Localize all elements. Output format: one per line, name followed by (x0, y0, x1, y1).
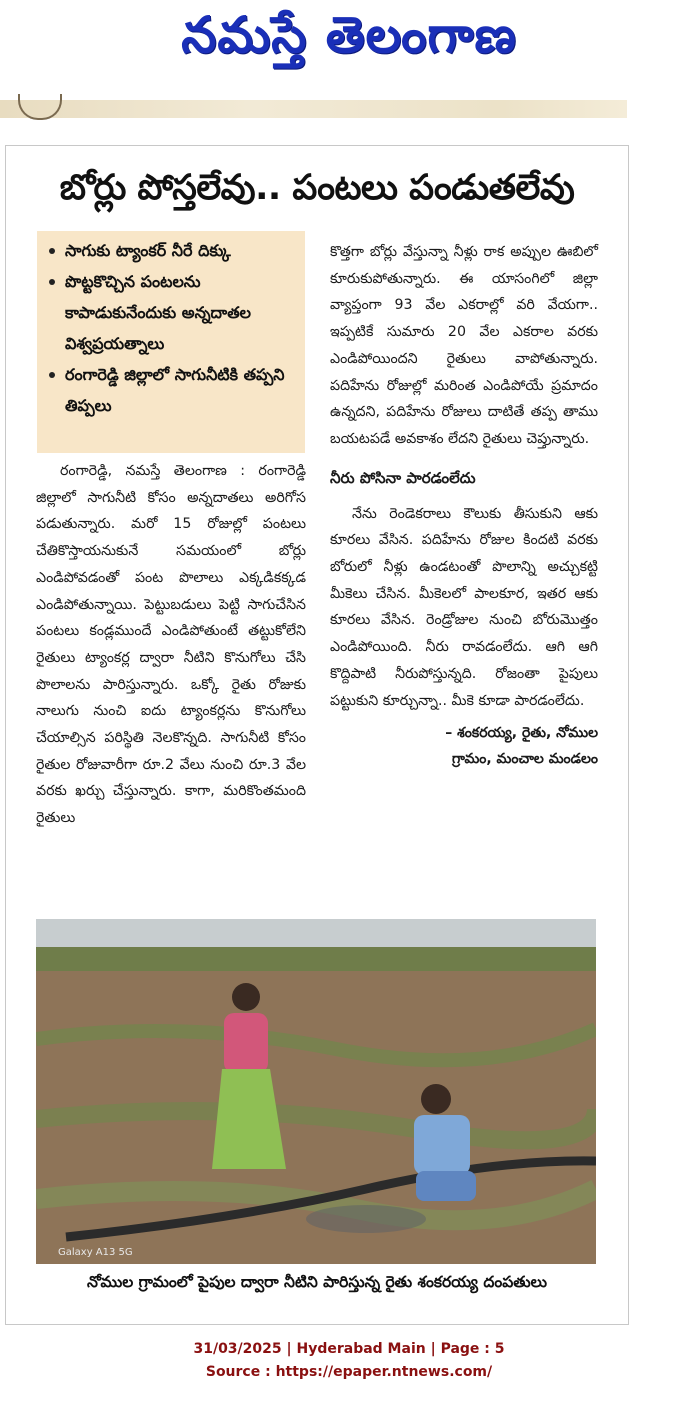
highlight-text: సాగుకు ట్యాంకర్ నీరే దిక్కు (65, 241, 231, 260)
article-clipping (5, 145, 629, 1325)
newspaper-logo: నమస్తే తెలంగాణ (181, 6, 517, 64)
section-subhead: నీరు పోసినా పారడంలేదు (330, 468, 476, 487)
farmer-quote: నేను రెండెకరాలు కౌలుకు తీసుకుని ఆకు కూరలు వేసిన. పదిహేను రోజుల కిందటి వరకు బోరులో నీళ్లు ఉండటంతో పొలాన్ని అచ్చుకట్టి మీకెలు చేసిన. మీకెలలో పాలకూర, ఇతర ఆకు కూరలు వేసిన. రెండ్రోజుల నుంచి బోరుమొత్తం ఎండిపోయింది. నీరు రావడంలేదు. ఆగి ఆగి కొద్దిపాటి నీరుపోస్తున్నది. రోజంతా పైపులు పట్టుకుని కూర్చున్నా.. మీకె కూడా పారడంలేదు. (330, 505, 598, 709)
highlight-text: రంగారెడ్డి జిల్లాలో సాగునీటికి తప్పని తిప్పలు (65, 365, 285, 415)
article-photo (36, 919, 596, 1264)
body-paragraph: రంగారెడ్డి, నమస్తే తెలంగాణ : రంగారెడ్డి జిల్లాలో సాగునీటి కోసం అన్నదాతలు అరిగోస పడుతున్నారు. మరో 15 రోజుల్లో పంటలు చేతికొస్తాయనుకునే సమయంలో బోర్లు ఎండిపోవడంతో పంట పొలాలు ఎక్కడికక్కడ ఎండిపోతున్నాయి. పెట్టుబడులు పెట్టి సాగుచేసిన పంటలు కండ్లముందే ఎండిపోతుంటే తట్టుకోలేని రైతులు ట్యాంకర్ల ద్వారా నీటిని కొనుగోలు చేసి పొలాలను పారిస్తున్నారు. ఒక్కో రైతు రోజుకు నాలుగు నుంచి ఐదు ట్యాంకర్లను కొనుగోలు చేయాల్సిన పరిస్థితి నెలకొన్నది. సాగునీటి కోసం రైతుల రోజువారీగా రూ.2 వేలు నుంచి రూ.3 వేల వరకు ఖర్చు చేస్తున్నారు. కాగా, మరికొంతమంది రైతులు (36, 463, 306, 827)
highlight-item (37, 266, 305, 359)
attribution-line: గ్రామం, మంచాల మండలం (451, 751, 598, 768)
photo-caption: నోముల గ్రామంలో పైపుల ద్వారా నీటిని పారిస్తున్న రైతు శంకరయ్య దంపతులు (86, 1273, 548, 1291)
masthead (0, 0, 698, 120)
quote-attribution (330, 720, 598, 772)
bullet-icon (49, 248, 55, 254)
highlight-text: పొట్టకొచ్చిన పంటలను కాపాడుకునేందుకు అన్నదాతల విశ్వప్రయత్నాలు (65, 272, 251, 353)
body-paragraph: కొత్తగా బోర్లు వేస్తున్నా నీళ్లు రాక అప్పుల ఊబిలో కూరుకుపోతున్నారు. ఈ యాసంగిలో జిల్లా వ్యాప్తంగా 93 వేల ఎకరాల్లో వరి వేయగా.. ఇప్పటికే సుమారు 20 వేల ఎకరాల వరకు ఎండిపోయిందని రైతులు వాపోతున్నారు. పదిహేను రోజుల్లో మరింత ఎండిపోయే ప్రమాదం ఉన్నదని, పదిహేను రోజులు దాటితే తప్ప తాము బయటపడే అవకాశం లేదని రైతులు చెప్తున్నారు. (330, 244, 598, 447)
water-puddle (306, 1205, 426, 1233)
masthead-banner-strip (0, 100, 627, 118)
sky (36, 919, 596, 949)
edition-info: 31/03/2025 | Hyderabad Main | Page : 5 (193, 1341, 505, 1357)
tree-line (36, 947, 596, 971)
bullet-icon (49, 279, 55, 285)
article-headline: బోర్లు పోస్తలేవు.. పంటలు పండుతలేవు (59, 168, 575, 208)
source-link[interactable]: Source : https://epaper.ntnews.com/ (205, 1364, 493, 1380)
highlight-item (37, 235, 305, 266)
body-column-right (330, 239, 598, 772)
attribution-line: – శంకరయ్య, రైతు, నోముల (445, 725, 598, 742)
field-photo-illustration (36, 919, 596, 1264)
seal-icon (18, 94, 62, 120)
highlight-item (37, 359, 305, 421)
highlights-box (37, 231, 305, 453)
camera-watermark: Galaxy A13 5G (58, 1247, 133, 1258)
body-column-left (36, 458, 306, 832)
page-footer (0, 1338, 698, 1384)
bullet-icon (49, 372, 55, 378)
